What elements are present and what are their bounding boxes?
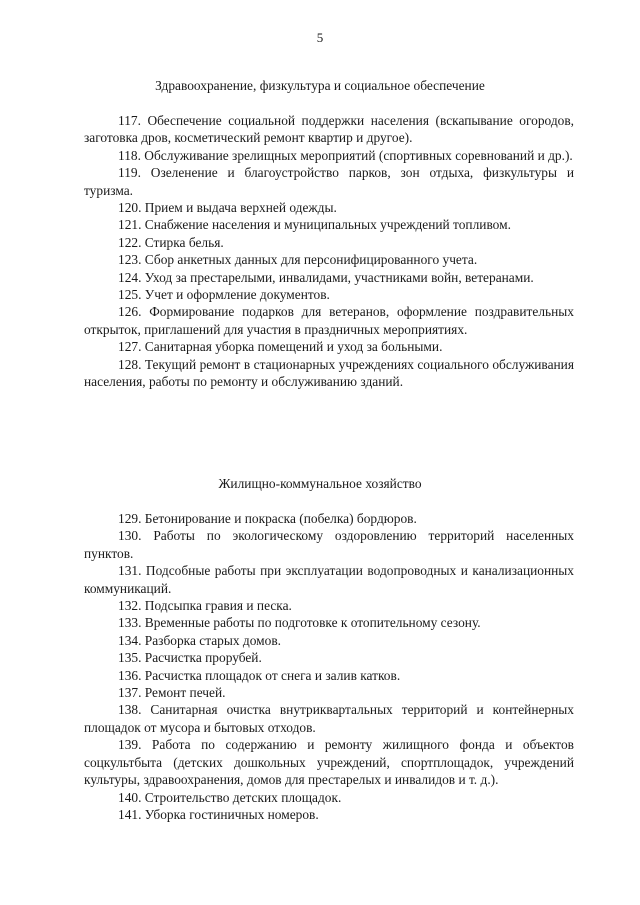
list-item: 119. Озеленение и благоустройство парков, зон отдыха, физкультуры и туризма.: [84, 165, 574, 198]
list-item: 124. Уход за престарелыми, инвалидами, участниками войн, ветеранами.: [118, 269, 534, 285]
list-item: 127. Санитарная уборка помещений и уход за больными.: [118, 339, 443, 355]
list-item: 140. Строительство детских площадок.: [118, 789, 342, 805]
list-item: 120. Прием и выдача верхней одежды.: [118, 200, 337, 216]
list-item: 126. Формирование подарков для ветеранов, оформление поздравительных открыток, приглашений для участия в праздничных мероприятиях.: [84, 304, 574, 337]
list-item: 121. Снабжение населения и муниципальных учреждений топливом.: [118, 217, 511, 233]
list-item: 125. Учет и оформление документов.: [118, 287, 330, 303]
list-item: 139. Работа по содержанию и ремонту жилищного фонда и объектов соцкультбыта (детских дошкольных учреждений, спортплощадок, учреждений культуры, здравоохранения, домов для престарелых и инвалидов и т. д.).: [84, 737, 574, 788]
list-item: 133. Временные работы по подготовке к отопительному сезону.: [118, 615, 481, 631]
item-list-housing: [84, 510, 574, 823]
list-item: 118. Обслуживание зрелищных мероприятий (спортивных соревнований и др.).: [118, 147, 573, 163]
list-item: 131. Подсобные работы при эксплуатации водопроводных и канализационных коммуникаций.: [84, 563, 574, 596]
section-heading-healthcare: Здравоохранение, физкультура и социальное обеспечение: [155, 78, 485, 93]
section-heading-housing: Жилищно-коммунальное хозяйство: [218, 476, 422, 491]
list-item: 132. Подсыпка гравия и песка.: [118, 598, 292, 614]
list-item: 138. Санитарная очистка внутриквартальных территорий и контейнерных площадок от мусора и бытовых отходов.: [84, 702, 574, 735]
item-list-healthcare: [84, 112, 574, 391]
list-item: 128. Текущий ремонт в стационарных учреждениях социального обслуживания населения, работы по ремонту и обслуживанию зданий.: [84, 356, 574, 390]
list-item: 134. Разборка старых домов.: [118, 632, 281, 648]
list-item: 135. Расчистка прорубей.: [118, 650, 262, 666]
list-item: 137. Ремонт печей.: [118, 685, 226, 701]
list-item: 136. Расчистка площадок от снега и залив катков.: [118, 667, 401, 683]
list-item: 130. Работы по экологическому оздоровлению территорий населенных пунктов.: [84, 528, 574, 561]
list-item: 129. Бетонирование и покраска (побелка) бордюров.: [118, 511, 417, 526]
list-item: 141. Уборка гостиничных номеров.: [118, 806, 319, 822]
list-item: 122. Стирка белья.: [118, 234, 224, 250]
list-item: 117. Обеспечение социальной поддержки населения (вскапывание огородов, заготовка дров, косметический ремонт квартир и другое).: [84, 113, 574, 146]
page-number: 5: [316, 30, 324, 45]
list-item: 123. Сбор анкетных данных для персонифицированного учета.: [118, 252, 478, 268]
